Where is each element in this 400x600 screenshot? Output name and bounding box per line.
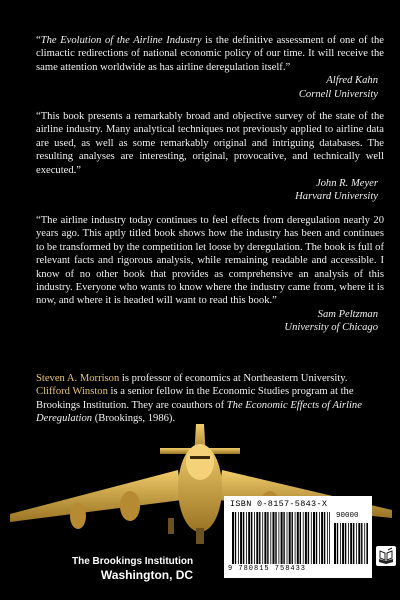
barcode-bar — [287, 512, 288, 564]
barcode-bar — [305, 512, 307, 564]
barcode-bar — [267, 512, 268, 564]
barcode-bar — [300, 512, 301, 564]
barcode-bar — [334, 523, 336, 564]
cockpit-window — [190, 456, 210, 459]
nose-gear — [196, 528, 204, 544]
barcode-addon-number: 90000 — [336, 512, 359, 520]
quote-kahn — [36, 34, 384, 101]
quote-text: “This book presents a remarkably broad and objective survey of the state of the airline industry. Many analytical techniques not previously applied to airline data are used, as well as some remarkably original and intriguing databases. The resulting analyses are interesting, original, provocative, and technically well executed.” — [36, 111, 384, 176]
isbn-text: ISBN 0-8157-5843-X — [230, 499, 328, 509]
barcode-bar — [292, 512, 293, 564]
barcode-bar — [321, 512, 323, 564]
barcode-bar — [273, 512, 275, 564]
engine-inner-left — [120, 491, 140, 521]
quote-peltzman — [36, 214, 384, 335]
barcode-bar — [311, 512, 312, 564]
barcode-bar — [297, 512, 299, 564]
barcode-bar — [364, 523, 365, 564]
quote-attribution — [36, 177, 378, 204]
barcode-bar — [289, 512, 291, 564]
barcode-bar — [342, 523, 344, 564]
barcode-bar — [356, 523, 357, 564]
barcode-bar — [248, 512, 250, 564]
barcode-bar — [361, 523, 362, 564]
quote-attribution — [36, 74, 378, 101]
barcode-bar — [243, 512, 244, 564]
barcode-bar — [350, 523, 352, 564]
open-quote: “ — [36, 35, 41, 46]
barcode-bar — [358, 523, 360, 564]
publisher-name: The Brookings Institution — [72, 556, 194, 567]
attribution-name: Alfred Kahn — [326, 75, 378, 87]
quote-text — [36, 34, 384, 74]
barcode-bar — [262, 512, 263, 564]
barcode-bar — [279, 512, 280, 564]
attribution-affiliation: Cornell University — [298, 88, 378, 100]
barcode-bar — [238, 512, 239, 564]
attribution-affiliation: Harvard University — [295, 191, 378, 203]
coauthored-book-suffix: (Brookings, 1986). — [92, 413, 176, 425]
barcode — [224, 496, 372, 578]
author-name-winston: Clifford Winston — [36, 386, 108, 398]
barcode-bar — [303, 512, 304, 564]
barcode-bar — [327, 512, 328, 564]
barcode-bar — [232, 512, 234, 564]
left-wing — [10, 470, 182, 522]
barcode-bar — [246, 512, 247, 564]
barcode-bar — [324, 512, 325, 564]
attribution-name: John R. Meyer — [315, 178, 378, 190]
attribution-affiliation: University of Chicago — [284, 322, 378, 334]
barcode-bar — [235, 512, 236, 564]
barcode-bar — [295, 512, 296, 564]
quoted-book-title: The Evolution of the Airline Industry — [40, 35, 202, 46]
engine-outer-left — [70, 503, 86, 529]
barcode-bar — [345, 523, 346, 564]
barcode-bar — [329, 512, 330, 564]
author-name-morrison: Steven A. Morrison — [36, 373, 120, 384]
barcode-bar — [353, 523, 354, 564]
barcode-bar — [251, 512, 252, 564]
barcode-bar — [366, 523, 368, 564]
coauthored-book-title: The Economic Effects of Airline Deregulation — [36, 399, 362, 425]
barcode-bar — [281, 512, 283, 564]
barcode-bar — [319, 512, 320, 564]
quote-attribution — [36, 308, 378, 335]
barcode-bar — [254, 512, 255, 564]
quote-text: “The airline industry today continues to feel effects from deregulation nearly 20 years ago. This aptly titled book shows how the industry has been and continues to be transformed by the competition let loose by deregulation. The book is full of relevant facts and rigorous analysis, while remaining readable and accessible. I know of no other book that provides as comprehensive an analysis of this industry. Everyone who wants to know where the industry came from, where it is now, and where it is headed will want to read this book.” — [36, 215, 384, 307]
barcode-bar — [340, 523, 341, 564]
main-gear-left — [168, 518, 174, 534]
barcode-bars — [232, 512, 330, 564]
attribution-name: Sam Peltzman — [317, 308, 378, 320]
barcode-bar — [283, 512, 284, 564]
upper-deck — [186, 444, 214, 480]
barcode-bar — [313, 512, 315, 564]
barcode-bar — [316, 512, 317, 564]
quote-meyer — [36, 110, 384, 204]
publisher-imprint — [72, 556, 193, 582]
barcode-bar — [240, 512, 242, 564]
quote-body: is the definitive assessment of one of the climactic redirections of national economic policy of our time. It will receive the same attention worldwide as has airline deregulation itself.” — [36, 35, 385, 73]
barcode-bar — [270, 512, 271, 564]
barcode-bar — [337, 523, 338, 564]
barcode-bar — [308, 512, 309, 564]
ean-number: 9 780815 758433 — [228, 565, 307, 573]
brookings-book-logo-icon — [376, 546, 396, 566]
barcode-addon-bars — [334, 523, 368, 564]
barcode-bar — [259, 512, 260, 564]
barcode-bar — [264, 512, 266, 564]
author-desc-morrison: is professor of economics at Northeastern University. — [119, 373, 348, 384]
barcode-bar — [256, 512, 258, 564]
author-desc-winston: is a senior fellow in the Economic Studies program at the Brookings Institution. They are coauthors of — [36, 386, 354, 411]
publisher-city: Washington, DC — [100, 568, 194, 582]
barcode-bar — [275, 512, 276, 564]
barcode-bar — [348, 523, 349, 564]
